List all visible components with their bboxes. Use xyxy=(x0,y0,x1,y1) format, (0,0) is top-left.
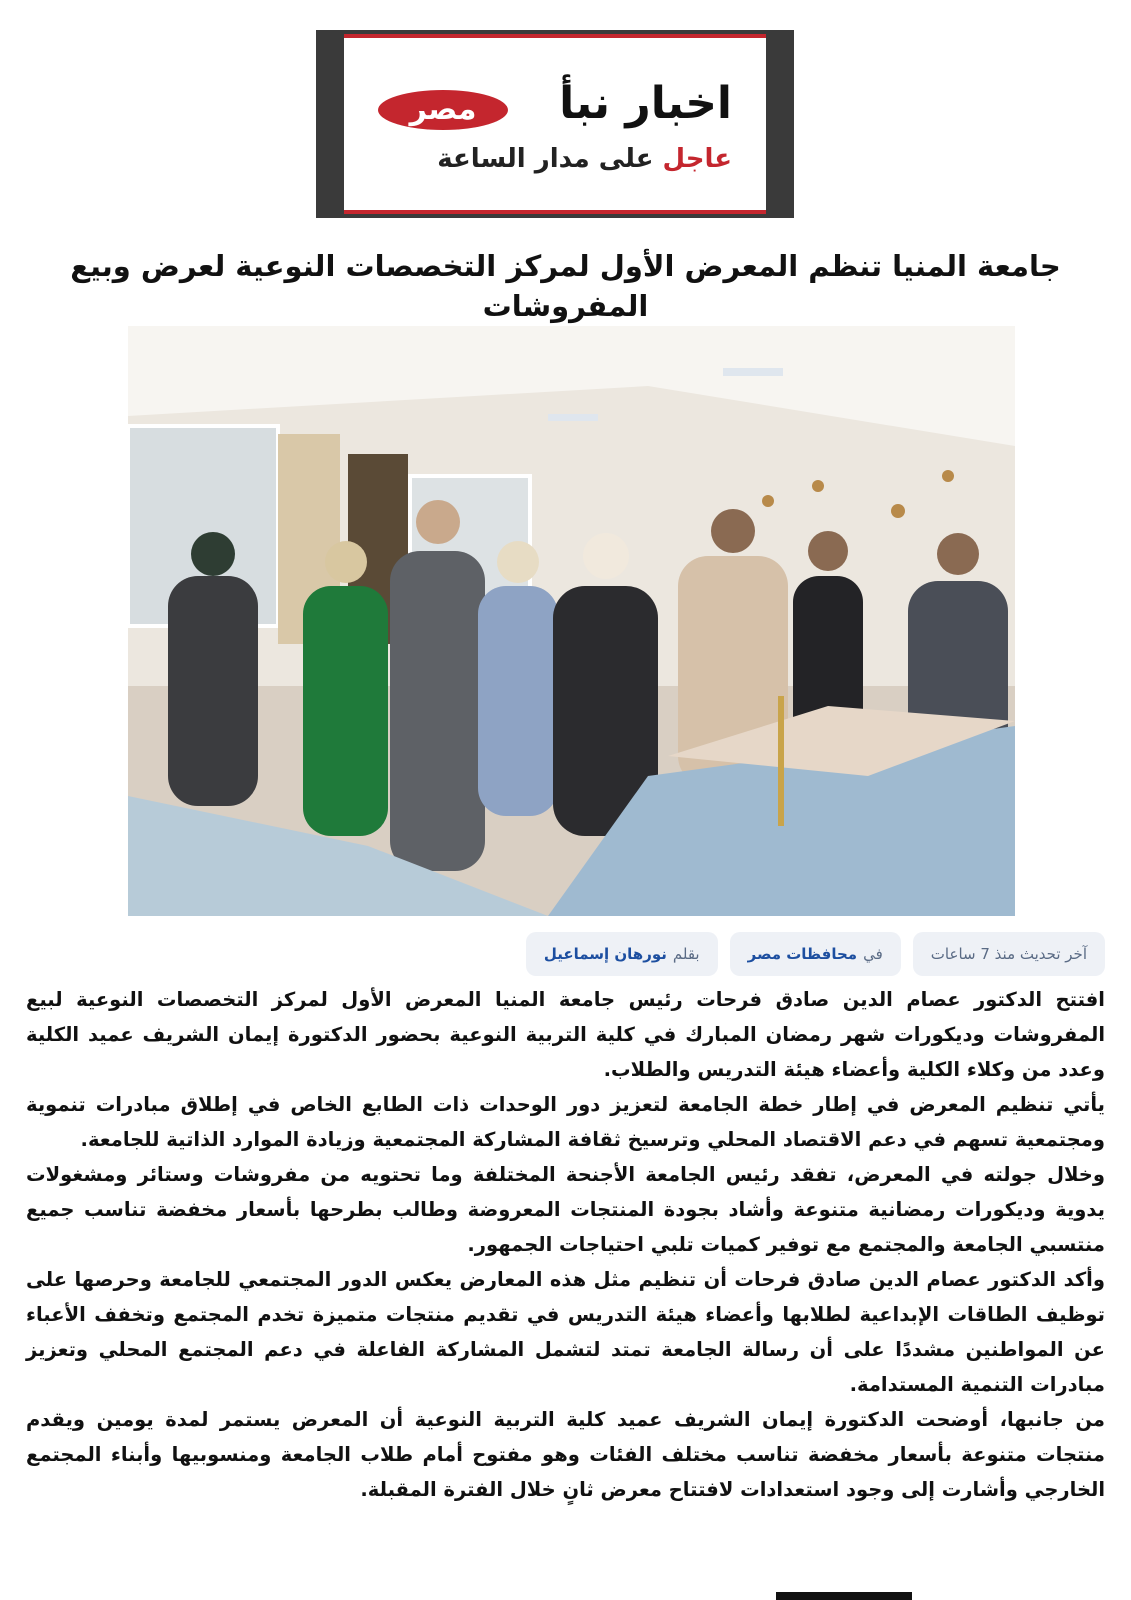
ceiling-light xyxy=(548,414,598,421)
article-photo xyxy=(128,326,1015,916)
person-head xyxy=(191,532,235,576)
person xyxy=(168,576,258,806)
person-head xyxy=(325,541,367,583)
lantern-decoration xyxy=(812,480,824,492)
author-chip[interactable] xyxy=(526,932,718,976)
article-meta xyxy=(526,932,1105,976)
article-paragraph: افتتح الدكتور عصام الدين صادق فرحات رئيس جامعة المنيا المعرض الأول لمركز التخصصات النوعية لبيع المفروشات وديكورات شهر رمضان المبارك في كلية التربية النوعية بحضور الدكتورة إيمان الشريف عميد الكلية وعدد من وكلاء الكلية وأعضاء هيئة التدريس والطلاب. xyxy=(26,988,1105,1081)
person-head xyxy=(808,531,848,571)
logo-red-oval: مصر xyxy=(378,90,508,130)
updated-chip xyxy=(913,932,1105,976)
person xyxy=(478,586,558,816)
article-body xyxy=(26,982,1105,1507)
article-headline: جامعة المنيا تنظم المعرض الأول لمركز التخصصات النوعية لعرض وبيع المفروشات xyxy=(70,249,1061,323)
lantern-decoration xyxy=(762,495,774,507)
bottom-edge-bar xyxy=(776,1592,912,1600)
gold-tassel xyxy=(778,696,784,826)
ceiling-light xyxy=(723,368,783,376)
person-head xyxy=(416,500,460,544)
person-head xyxy=(497,541,539,583)
article-paragraph: يأتي تنظيم المعرض في إطار خطة الجامعة لتعزيز دور الوحدات ذات الطابع الخاص في إطلاق مبادرات تنموية ومجتمعية تسهم في دعم الاقتصاد المحلي وترسيخ ثقافة المشاركة المجتمعية وزيادة الموارد الذاتية للجامعة. xyxy=(26,1093,1105,1151)
author-prefix: بقلم xyxy=(672,945,700,963)
author-link[interactable]: نورهان إسماعيل xyxy=(543,945,667,963)
lantern-decoration xyxy=(942,470,954,482)
logo-slogan-red: عاجل xyxy=(662,144,732,174)
exhibition-photo-illustration xyxy=(128,326,1015,916)
logo-panel xyxy=(344,34,766,214)
person xyxy=(303,586,388,836)
logo-title xyxy=(559,78,732,130)
category-prefix: في xyxy=(863,945,883,963)
lantern-decoration xyxy=(891,504,905,518)
person-head xyxy=(583,533,629,579)
category-chip[interactable] xyxy=(730,932,901,976)
person-head xyxy=(937,533,979,575)
logo-title-black: اخبار نبأ xyxy=(559,78,732,129)
article-paragraph: من جانبها، أوضحت الدكتورة إيمان الشريف عميد كلية التربية النوعية أن المعرض يستمر لمدة يومين ويقدم منتجات متنوعة بأسعار مخفضة تناسب مختلف الفئات وهو مفتوح أمام طلاب الجامعة ومنسوبيها وأبناء المجتمع الخارجي وأشارت إلى وجود استعدادات لافتتاح معرض ثانٍ خلال الفترة المقبلة. xyxy=(26,1408,1105,1501)
article-paragraph: وأكد الدكتور عصام الدين صادق فرحات أن تنظيم مثل هذه المعارض يعكس الدور المجتمعي للجامعة وحرصها على توظيف الطاقات الإبداعية لطلابها وأعضاء هيئة التدريس في تقديم منتجات متميزة تخدم المجتمع وتخفف الأعباء عن المواطنين مشددًا على أن رسالة الجامعة تمتد لتشمل المشاركة الفاعلة في دعم المجتمع المحلي وتعزيز مبادرات التنمية المستدامة. xyxy=(26,1268,1105,1396)
person xyxy=(390,551,485,871)
logo-slogan xyxy=(437,142,732,176)
category-link[interactable]: محافظات مصر xyxy=(747,945,858,963)
person-head xyxy=(711,509,755,553)
site-logo[interactable] xyxy=(316,30,794,218)
updated-text: آخر تحديث منذ 7 ساعات xyxy=(930,945,1087,963)
logo-slogan-black: على مدار الساعة xyxy=(437,144,654,174)
article-paragraph: وخلال جولته في المعرض، تفقد رئيس الجامعة الأجنحة المختلفة وما تحتويه من مفروشات وستائر ومشغولات يدوية وديكورات رمضانية متنوعة وأشاد بجودة المنتجات المعروضة وطالب بطرحها بأسعار مخفضة تناسب جميع منتسبي الجامعة والمجتمع مع توفير كميات تلبي احتياجات الجمهور. xyxy=(26,1163,1105,1256)
